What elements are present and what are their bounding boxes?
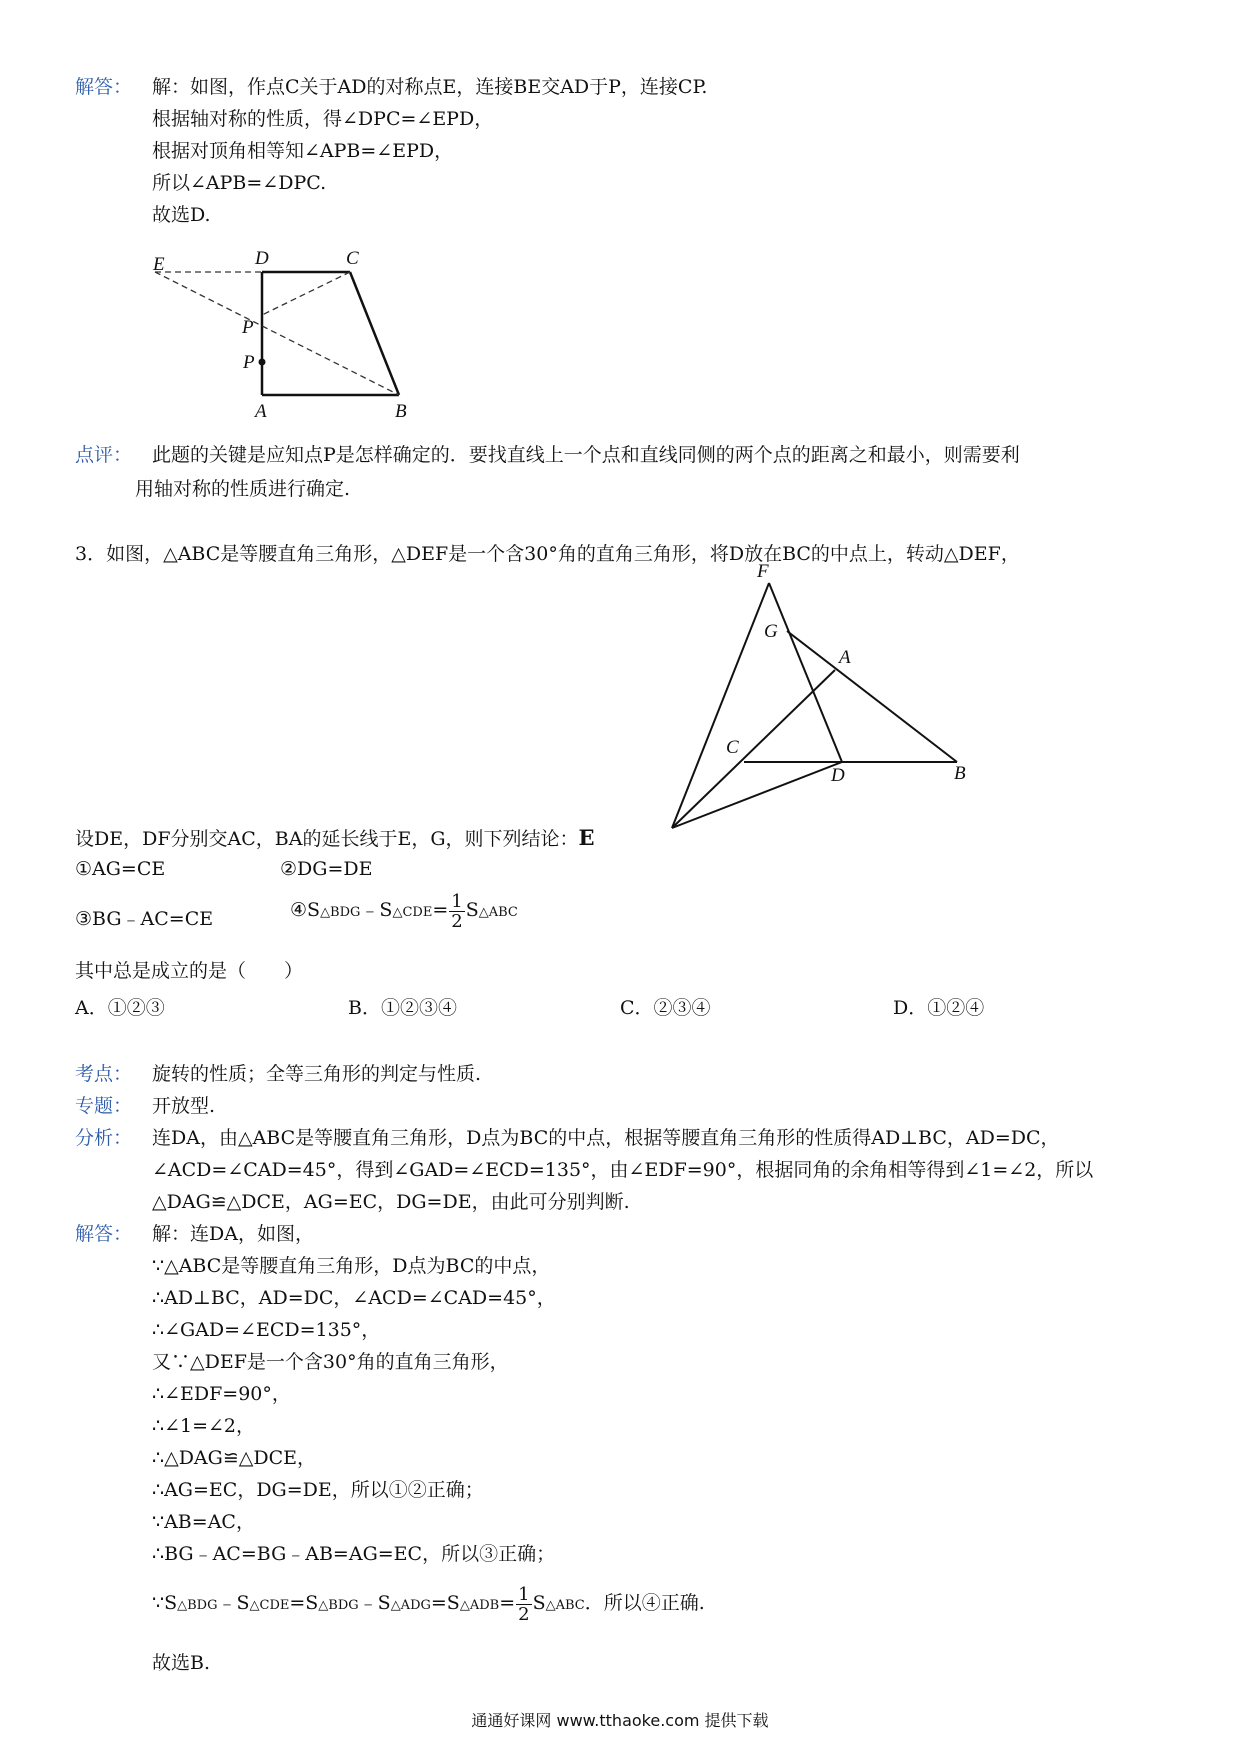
fenxi-line: 连DA，由△ABC是等腰直角三角形，D点为BC的中点，根据等腰直角三角形的性质得AD⊥BC，AD=DC， xyxy=(152,1127,1060,1149)
label-g: G xyxy=(764,621,778,642)
c4-part: ﹣S xyxy=(360,899,393,921)
conclusion-1: ①AG=CE xyxy=(75,858,166,880)
stem-text: 设DE，DF分别交AC，BA的延长线于E，G，则下列结论： xyxy=(75,828,579,850)
segment-ea xyxy=(672,670,835,828)
sol-part: =S xyxy=(430,1592,460,1614)
point-p-dot xyxy=(259,359,266,366)
conclusion-3: ③BG﹣AC=CE xyxy=(75,908,214,930)
c4-part: S xyxy=(465,899,479,921)
label-p-upper: P xyxy=(242,317,254,338)
option-d: D．①②④ xyxy=(893,997,985,1019)
solution-line: ∵AB=AC， xyxy=(152,1511,255,1533)
solution-line: ∴∠GAD=∠ECD=135°， xyxy=(152,1319,381,1341)
sol-sub: △CDE xyxy=(249,1598,290,1613)
solution-line: ∴∠1=∠2， xyxy=(152,1415,256,1437)
label-a: A xyxy=(255,401,267,422)
dashed-cp xyxy=(262,272,350,315)
fenxi-label: 分析： xyxy=(75,1127,133,1149)
figure-2-diagram xyxy=(655,560,985,850)
solution-line: 又∵△DEF是一个含30°角的直角三角形， xyxy=(152,1351,509,1373)
sol-part: S xyxy=(532,1592,546,1614)
sol-part: ﹣S xyxy=(358,1592,391,1614)
conclusion-2: ②DG=DE xyxy=(280,858,373,880)
fenxi-line: △DAG≌△DCE，AG=EC，DG=DE，由此可分别判断. xyxy=(152,1191,630,1213)
conclusion-4 xyxy=(290,890,518,933)
fraction-denominator: 2 xyxy=(451,910,463,932)
question-line: 其中总是成立的是（ ） xyxy=(75,960,304,982)
sol-part: = xyxy=(499,1592,516,1614)
kaodian-label: 考点： xyxy=(75,1063,133,1085)
problem-3-stem-2 xyxy=(75,824,595,851)
solution-line: ∴△DAG≌△DCE， xyxy=(152,1447,317,1469)
c4-sub: △BDG xyxy=(320,905,361,920)
segment-fe xyxy=(672,583,769,828)
segment-cb xyxy=(350,272,399,395)
page-footer: 通通好课网 www.tthaoke.com 提供下载 xyxy=(471,1711,769,1730)
segment-gb xyxy=(787,631,957,762)
label-b: B xyxy=(954,763,966,784)
fraction-half xyxy=(449,892,464,931)
solution-line: ∴BG﹣AC=BG﹣AB=AG=EC，所以③正确； xyxy=(152,1543,556,1565)
dashed-eb xyxy=(155,272,399,395)
answer-line: 解：如图，作点C关于AD的对称点E，连接BE交AD于P，连接CP. xyxy=(152,76,708,98)
sol-sub: △ABC xyxy=(545,1598,585,1613)
label-c: C xyxy=(726,737,739,758)
sol-sub: △ADB xyxy=(459,1598,500,1613)
solution-final: 故选B. xyxy=(152,1652,211,1674)
label-a: A xyxy=(839,647,851,668)
comment-line: 此题的关键是应知点P是怎样确定的．要找直线上一个点和直线同侧的两个点的距离之和最小，则需要利 xyxy=(152,444,1020,466)
answer-line: 根据对顶角相等知∠APB=∠EPD， xyxy=(152,140,454,162)
option-c: C．②③④ xyxy=(620,997,711,1019)
label-f: F xyxy=(757,561,769,582)
solution-line: ∴∠EDF=90°， xyxy=(152,1383,291,1405)
c4-sub: △CDE xyxy=(392,905,433,920)
figure-1-diagram xyxy=(145,240,405,420)
stem-label-e: E xyxy=(578,825,595,850)
option-a: A．①②③ xyxy=(75,997,165,1019)
sol-part: =S xyxy=(289,1592,319,1614)
fraction-denominator: 2 xyxy=(518,1603,530,1625)
zhuanti-label: 专题： xyxy=(75,1095,133,1117)
solution-last-line xyxy=(152,1583,705,1626)
c4-part: ④S xyxy=(290,899,321,921)
option-b: B．①②③④ xyxy=(348,997,457,1019)
c4-part: = xyxy=(432,899,449,921)
solution-line: ∴AG=EC，DG=DE，所以①②正确； xyxy=(152,1479,484,1501)
answer-label: 解答： xyxy=(75,76,133,98)
label-b: B xyxy=(395,401,407,422)
fraction-half xyxy=(516,1585,531,1624)
sol-part: ∵S xyxy=(152,1592,178,1614)
sol-sub: △ADG xyxy=(390,1598,431,1613)
label-d: D xyxy=(255,248,269,269)
solution-label: 解答： xyxy=(75,1223,133,1245)
answer-line: 故选D. xyxy=(152,204,211,226)
kaodian-text: 旋转的性质；全等三角形的判定与性质. xyxy=(152,1063,482,1085)
fraction-numerator: 1 xyxy=(451,890,463,912)
sol-part: ．所以④正确. xyxy=(584,1592,705,1614)
label-e: E xyxy=(153,254,165,275)
answer-line: 根据轴对称的性质，得∠DPC=∠EPD， xyxy=(152,108,494,130)
label-p-lower: P xyxy=(243,352,255,373)
label-c: C xyxy=(346,248,359,269)
fraction-numerator: 1 xyxy=(518,1583,530,1605)
comment-label: 点评： xyxy=(75,444,133,466)
solution-line: ∴AD⊥BC，AD=DC，∠ACD=∠CAD=45°， xyxy=(152,1287,556,1309)
fenxi-line: ∠ACD=∠CAD=45°，得到∠GAD=∠ECD=135°，由∠EDF=90°，根据同角的余角相等得到∠1=∠2，所以 xyxy=(152,1159,1094,1181)
solution-line: 解：连DA，如图， xyxy=(152,1223,314,1245)
c4-sub: △ABC xyxy=(478,905,518,920)
answer-line: 所以∠APB=∠DPC. xyxy=(152,172,327,194)
segment-ed xyxy=(672,762,842,828)
zhuanti-text: 开放型. xyxy=(152,1095,216,1117)
comment-line: 用轴对称的性质进行确定. xyxy=(135,478,351,500)
problem-3-stem: 3．如图，△ABC是等腰直角三角形，△DEF是一个含30°角的直角三角形，将D放在BC的中点上，转动△DEF， xyxy=(75,543,1020,565)
sol-sub: △BDG xyxy=(177,1598,218,1613)
sol-part: ﹣S xyxy=(217,1592,250,1614)
label-d: D xyxy=(831,765,845,786)
solution-line: ∵△ABC是等腰直角三角形，D点为BC的中点， xyxy=(152,1255,551,1277)
sol-sub: △BDG xyxy=(318,1598,359,1613)
